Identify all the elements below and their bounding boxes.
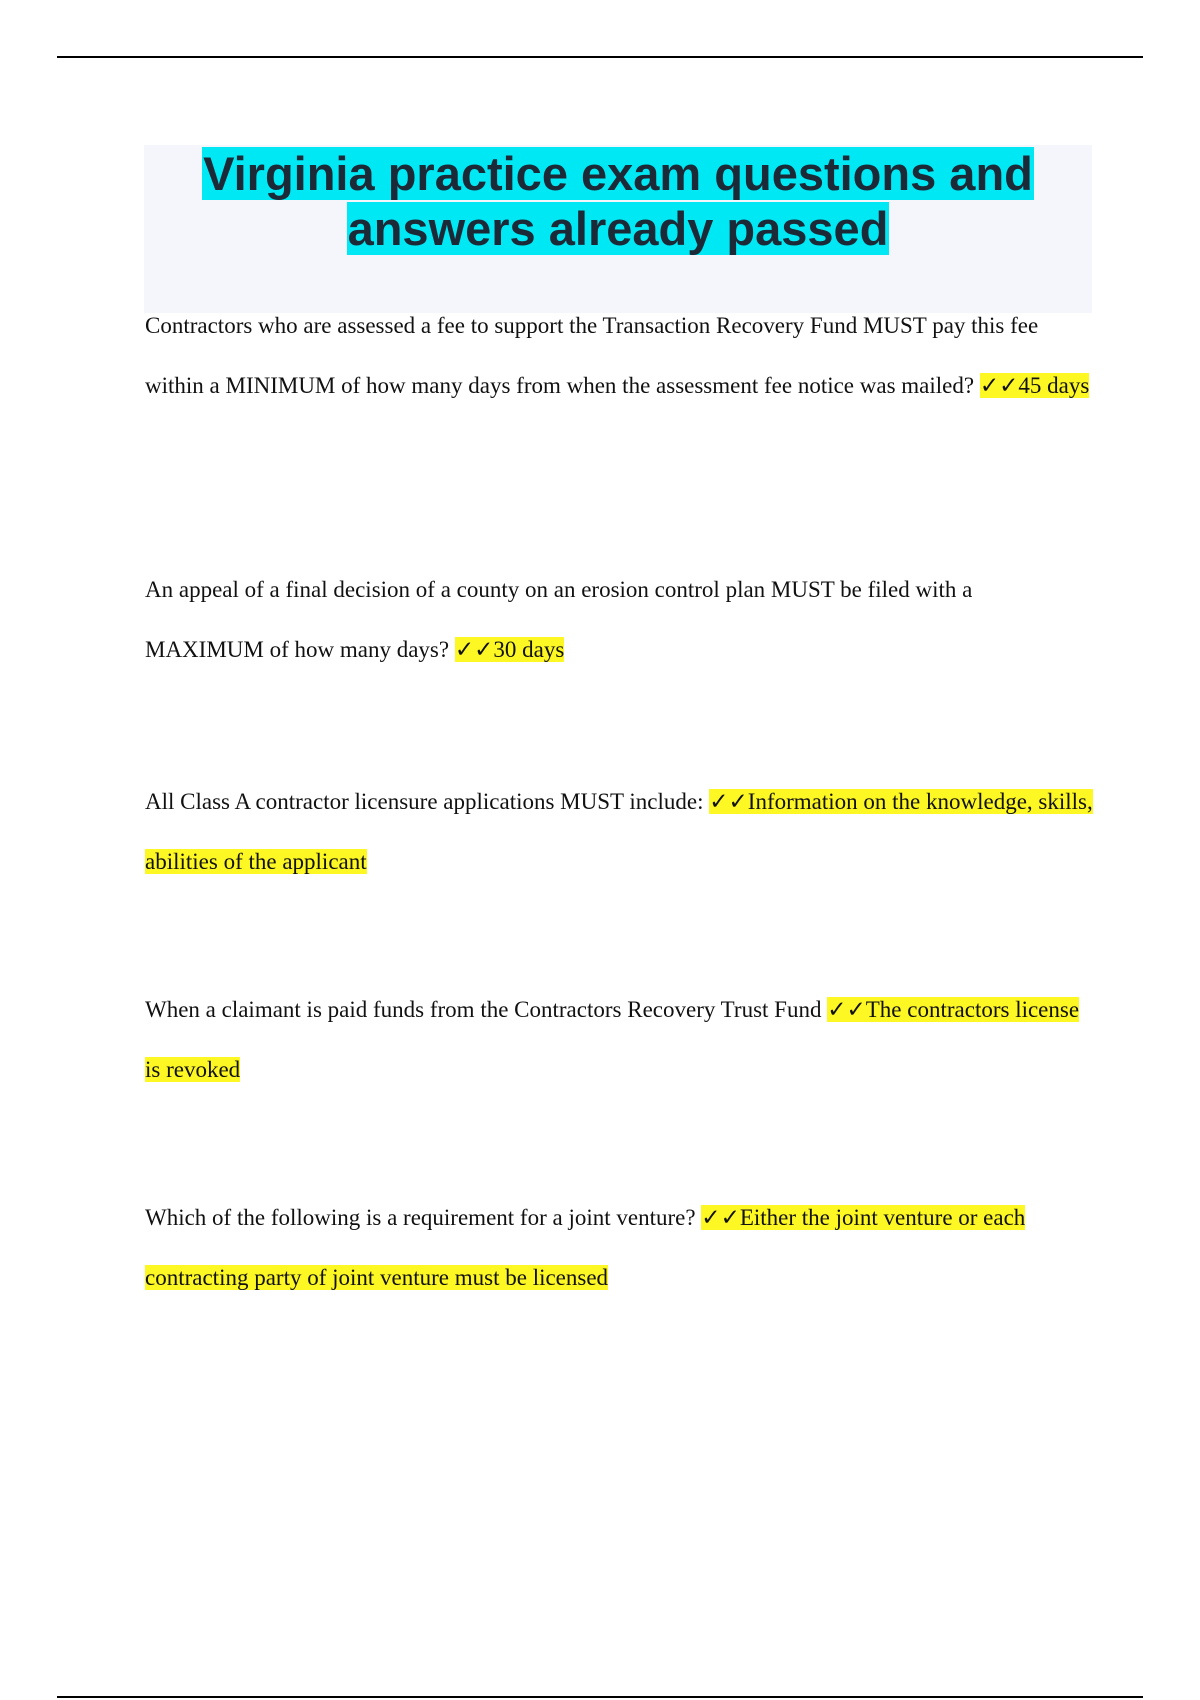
- qa-item: [145, 560, 1095, 680]
- qa-item: [145, 772, 1095, 892]
- answer-text: ✓✓Information on the knowledge, skills, abilities of the applicant: [145, 789, 1093, 874]
- answer-text: ✓✓The contractors license is revoked: [145, 997, 1080, 1082]
- header-rule: [57, 56, 1143, 58]
- qa-item: [145, 1188, 1095, 1308]
- answer-text: ✓✓30 days: [454, 637, 565, 662]
- qa-item: [145, 296, 1095, 416]
- qa-item: [145, 980, 1095, 1100]
- document-title-text: Virginia practice exam questions and answers already passed: [203, 147, 1033, 255]
- document-title: [144, 146, 1092, 256]
- question-text: An appeal of a final decision of a county on an erosion control plan MUST be filed with a MAXIMUM of how many days?: [145, 577, 973, 662]
- answer-text: ✓✓45 days: [979, 373, 1090, 398]
- question-text: All Class A contractor licensure applications MUST include:: [145, 789, 710, 814]
- answer-text: ✓✓Either the joint venture or each contracting party of joint venture must be licensed: [145, 1205, 1026, 1290]
- question-text: When a claimant is paid funds from the Contractors Recovery Trust Fund: [145, 997, 828, 1022]
- question-text: Contractors who are assessed a fee to support the Transaction Recovery Fund MUST pay this fee within a MINIMUM of how many days from when the assessment fee notice was mailed?: [145, 313, 1039, 398]
- question-text: Which of the following is a requirement for a joint venture?: [145, 1205, 702, 1230]
- footer-rule: [57, 1696, 1143, 1698]
